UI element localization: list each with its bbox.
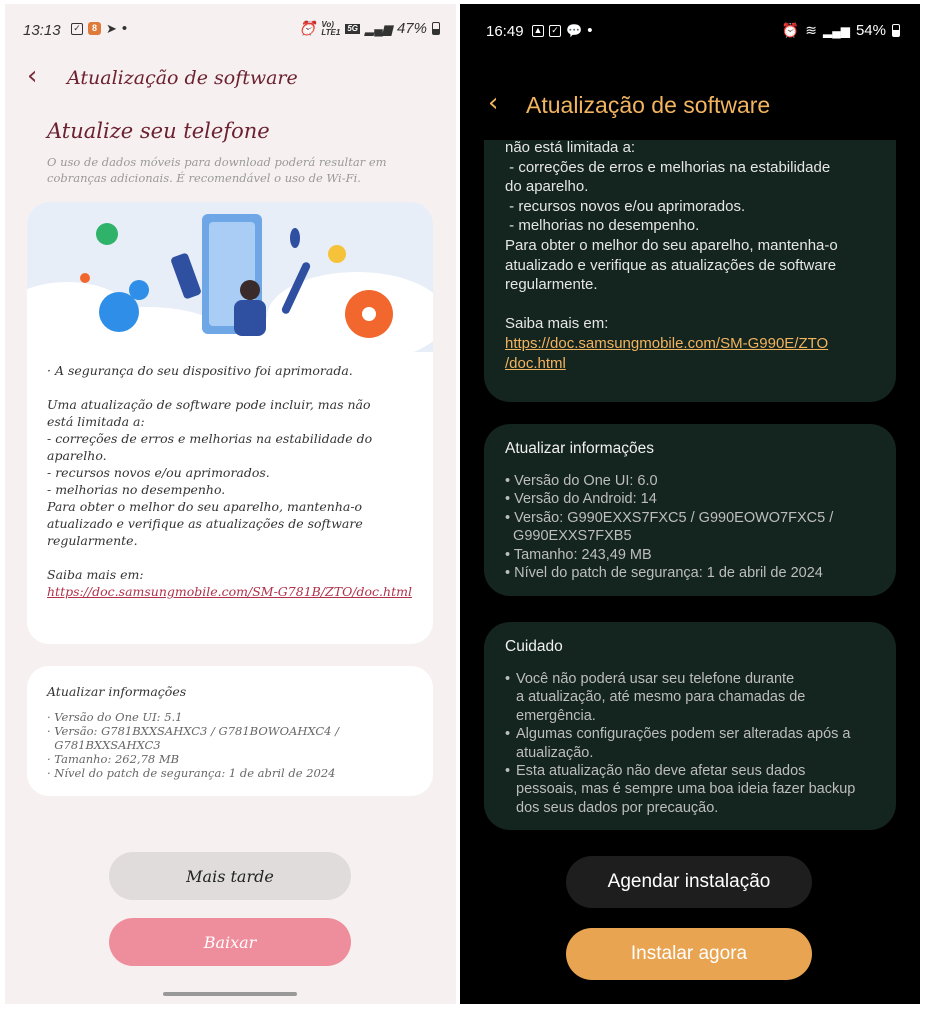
alarm-icon: ⏰ xyxy=(298,20,317,36)
update-illustration xyxy=(27,202,433,352)
tip-line-1: Para obter o melhor do seu aparelho, mantenha-o xyxy=(505,236,838,254)
caution-title: Cuidado xyxy=(505,638,563,655)
update-info-title: Atualizar informações xyxy=(505,440,655,457)
tip-line-2: atualizado e verifique as atualizações de software xyxy=(505,256,837,274)
info-one-ui: · Versão do One UI: 5.1 xyxy=(47,710,183,724)
bullet-fixes-cont: aparelho. xyxy=(47,448,107,463)
tip-line-3: regularmente. xyxy=(47,533,138,548)
check-notification-icon: ✓ xyxy=(549,25,561,37)
learn-more-link[interactable]: https://doc.samsungmobile.com/SM-G990E/ZTO xyxy=(505,334,829,352)
bullet-features: - recursos novos e/ou aprimorados. xyxy=(47,465,270,480)
content-scroll-area[interactable] xyxy=(460,140,920,970)
battery-icon xyxy=(432,22,440,35)
signal-icon: ▂▄▆ xyxy=(823,23,850,38)
notification-icons xyxy=(71,20,127,37)
bullet-performance: - melhorias no desempenho. xyxy=(47,482,226,497)
partial-intro-line: não está limitada a: xyxy=(505,140,636,156)
later-button[interactable]: Mais tarde xyxy=(109,852,351,900)
app-notification-icon: 8 xyxy=(88,22,101,35)
caution-item-1: • Você não poderá usar seu telefone durante a atualização, até mesmo para chamadas de emergência. xyxy=(505,671,806,724)
info-version: · Versão: G781BXXSAHXC3 / G781BOWOAHXC4 / xyxy=(47,724,339,738)
info-version-cont: G781BXXSAHXC3 xyxy=(47,738,161,752)
info-android: • Versão do Android: 14 xyxy=(505,491,657,508)
battery-icon xyxy=(892,24,900,37)
app-header xyxy=(460,86,920,126)
back-arrow-icon[interactable]: ‹ xyxy=(27,61,38,91)
learn-more-link[interactable]: https://doc.samsungmobile.com/SM-G781B/ZTO/doc.html xyxy=(47,584,412,599)
update-details-card xyxy=(484,140,896,402)
bullet-fixes-cont: do aparelho. xyxy=(505,178,589,196)
update-info-card xyxy=(27,666,433,796)
intro-line-2: está limitada a: xyxy=(47,414,145,429)
bullet-fixes: - correções de erros e melhorias na estabilidade xyxy=(505,158,831,176)
update-description xyxy=(505,140,885,373)
info-version: • Versão: G990EXXS7FXC5 / G990EOWO7FXC5 / xyxy=(505,509,834,526)
app-header xyxy=(5,59,456,99)
back-arrow-icon[interactable]: ‹ xyxy=(488,88,499,118)
info-size: · Tamanho: 262,78 MB xyxy=(47,752,180,766)
more-notifications-dot-icon: • xyxy=(587,22,593,39)
install-now-button[interactable]: Instalar agora xyxy=(566,928,812,980)
update-details-card xyxy=(27,202,433,644)
battery-percent: 54% xyxy=(855,22,886,39)
system-icons xyxy=(782,22,900,39)
more-notifications-dot-icon: • xyxy=(121,20,128,37)
caution-item-3: • Esta atualização não deve afetar seus dados pessoais, mas é sempre uma boa ideia fazer backup dos seus dados por precaução. xyxy=(505,763,856,816)
bullet-features: - recursos novos e/ou aprimorados. xyxy=(505,197,746,215)
alarm-icon: ⏰ xyxy=(781,22,800,38)
page-title: Atualização de software xyxy=(67,67,298,89)
phone-dark-screen xyxy=(460,4,920,1004)
check-notification-icon: ✓ xyxy=(71,23,83,35)
info-patch: • Nível do patch de segurança: 1 de abril de 2024 xyxy=(505,565,823,582)
bullet-performance: - melhorias no desempenho. xyxy=(505,217,700,235)
status-time: 16:49 xyxy=(486,23,524,40)
telegram-icon: ➤ xyxy=(106,20,117,36)
info-size: • Tamanho: 243,49 MB xyxy=(505,546,652,563)
info-patch: · Nível do patch de segurança: 1 de abril de 2024 xyxy=(47,766,336,780)
caution-item-2: • Algumas configurações podem ser alteradas após a atualização. xyxy=(505,726,851,761)
info-version-cont: G990EXXS7FXB5 xyxy=(505,528,632,545)
signal-icon: ▂▄▆ xyxy=(365,21,392,36)
update-heading: Atualize seu telefone xyxy=(47,119,270,143)
bullet-fixes: - correções de erros e melhorias na estabilidade do xyxy=(47,431,373,446)
data-usage-notice: O uso de dados móveis para download poderá resultar em cobranças adicionais. É recomendável o uso de Wi-Fi. xyxy=(47,155,387,185)
learn-more-label: Saiba mais em: xyxy=(505,315,609,333)
gallery-notification-icon: ▲ xyxy=(533,24,543,35)
update-description xyxy=(47,362,419,600)
chat-notification-icon: 💬 xyxy=(566,22,583,38)
update-info-card xyxy=(484,424,896,596)
volte-icon: Vo) LTE1 xyxy=(321,19,341,37)
update-info-title: Atualizar informações xyxy=(47,684,187,699)
download-button[interactable]: Baixar xyxy=(109,918,351,966)
gesture-nav-bar[interactable] xyxy=(163,992,297,996)
learn-more-link-cont[interactable]: /doc.html xyxy=(505,354,566,372)
update-info-list xyxy=(505,472,885,582)
info-one-ui: • Versão do One UI: 6.0 xyxy=(505,473,658,489)
intro-line-1: Uma atualização de software pode incluir, mas não xyxy=(47,397,371,412)
network-5g-icon: 5G xyxy=(347,23,358,33)
tip-line-3: regularmente. xyxy=(505,276,598,294)
caution-card xyxy=(484,622,896,830)
learn-more-label: Saiba mais em: xyxy=(47,567,144,582)
tip-line-1: Para obter o melhor do seu aparelho, mantenha-o xyxy=(47,499,363,514)
wifi-icon: ≋ xyxy=(805,22,817,38)
schedule-install-button[interactable]: Agendar instalação xyxy=(566,856,812,908)
status-time: 13:13 xyxy=(23,22,61,39)
system-icons xyxy=(299,20,440,37)
phone-light-screen xyxy=(5,4,456,1004)
notification-icons xyxy=(532,22,592,39)
status-bar xyxy=(5,4,456,56)
security-line: · A segurança do seu dispositivo foi aprimorada. xyxy=(47,363,353,378)
status-bar xyxy=(460,4,920,56)
update-info-list xyxy=(47,710,417,780)
battery-percent: 47% xyxy=(396,20,427,37)
tip-line-2: atualizado e verifique as atualizações de software xyxy=(47,516,363,531)
page-title: Atualização de software xyxy=(526,92,771,118)
caution-list xyxy=(505,670,885,817)
